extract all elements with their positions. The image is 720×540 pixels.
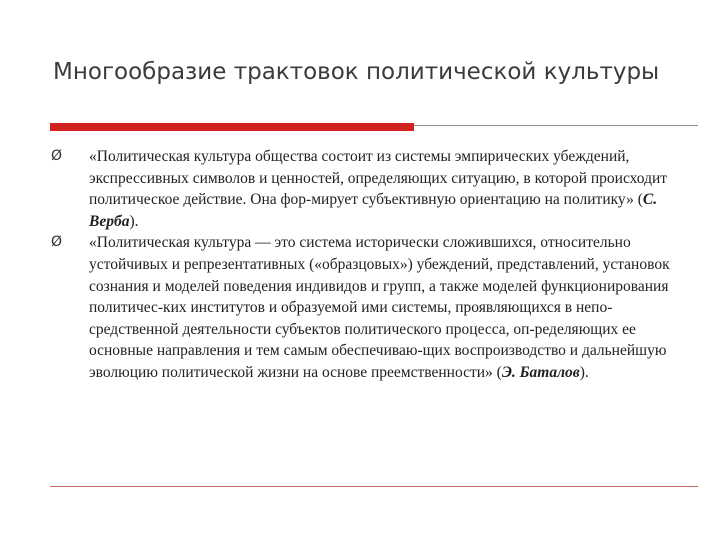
bullet-author: С. Верба (89, 191, 658, 230)
bullet-item-batalov (50, 232, 680, 383)
bullet-text-end: ). (129, 212, 139, 230)
arrow-bullet-icon: Ø (51, 148, 63, 164)
bullet-item-verba (50, 146, 680, 232)
bullet-author: Э. Баталов (501, 363, 580, 381)
bottom-divider (50, 486, 698, 487)
bullet-text-end: ). (579, 363, 589, 381)
bullet-text: «Политическая культура общества состоит из системы эмпирических убеждений, экспрессивных символов и ценностей, определяющих ситуацию, в которой происходит политическое действие. Она фор-мирует субъективную ориентацию на политику» ( (89, 148, 668, 209)
bullet-text: «Политическая культура — это система исторически сложившихся, относительно устойчивых и репрезентативных («образцовых») убеждений, представлений, установок сознания и моделей поведения индивидов и групп, а также моделей функционирования политичес-ких институтов и образуемой ими системы, проявляющихся в непо-средственной деятельности субъектов политического процесса, оп-ределяющих ее основные направления и тем самым обеспечиваю-щих воспроизводство и дальнейшую эволюцию политической жизни на основе преемственности» ( (89, 234, 670, 381)
arrow-bullet-icon: Ø (51, 234, 63, 251)
bullet-list (50, 146, 680, 384)
title-divider-accent-bar (50, 123, 414, 131)
title-divider (50, 123, 698, 133)
slide-title: Многообразие трактовок политической культуры (53, 59, 660, 85)
